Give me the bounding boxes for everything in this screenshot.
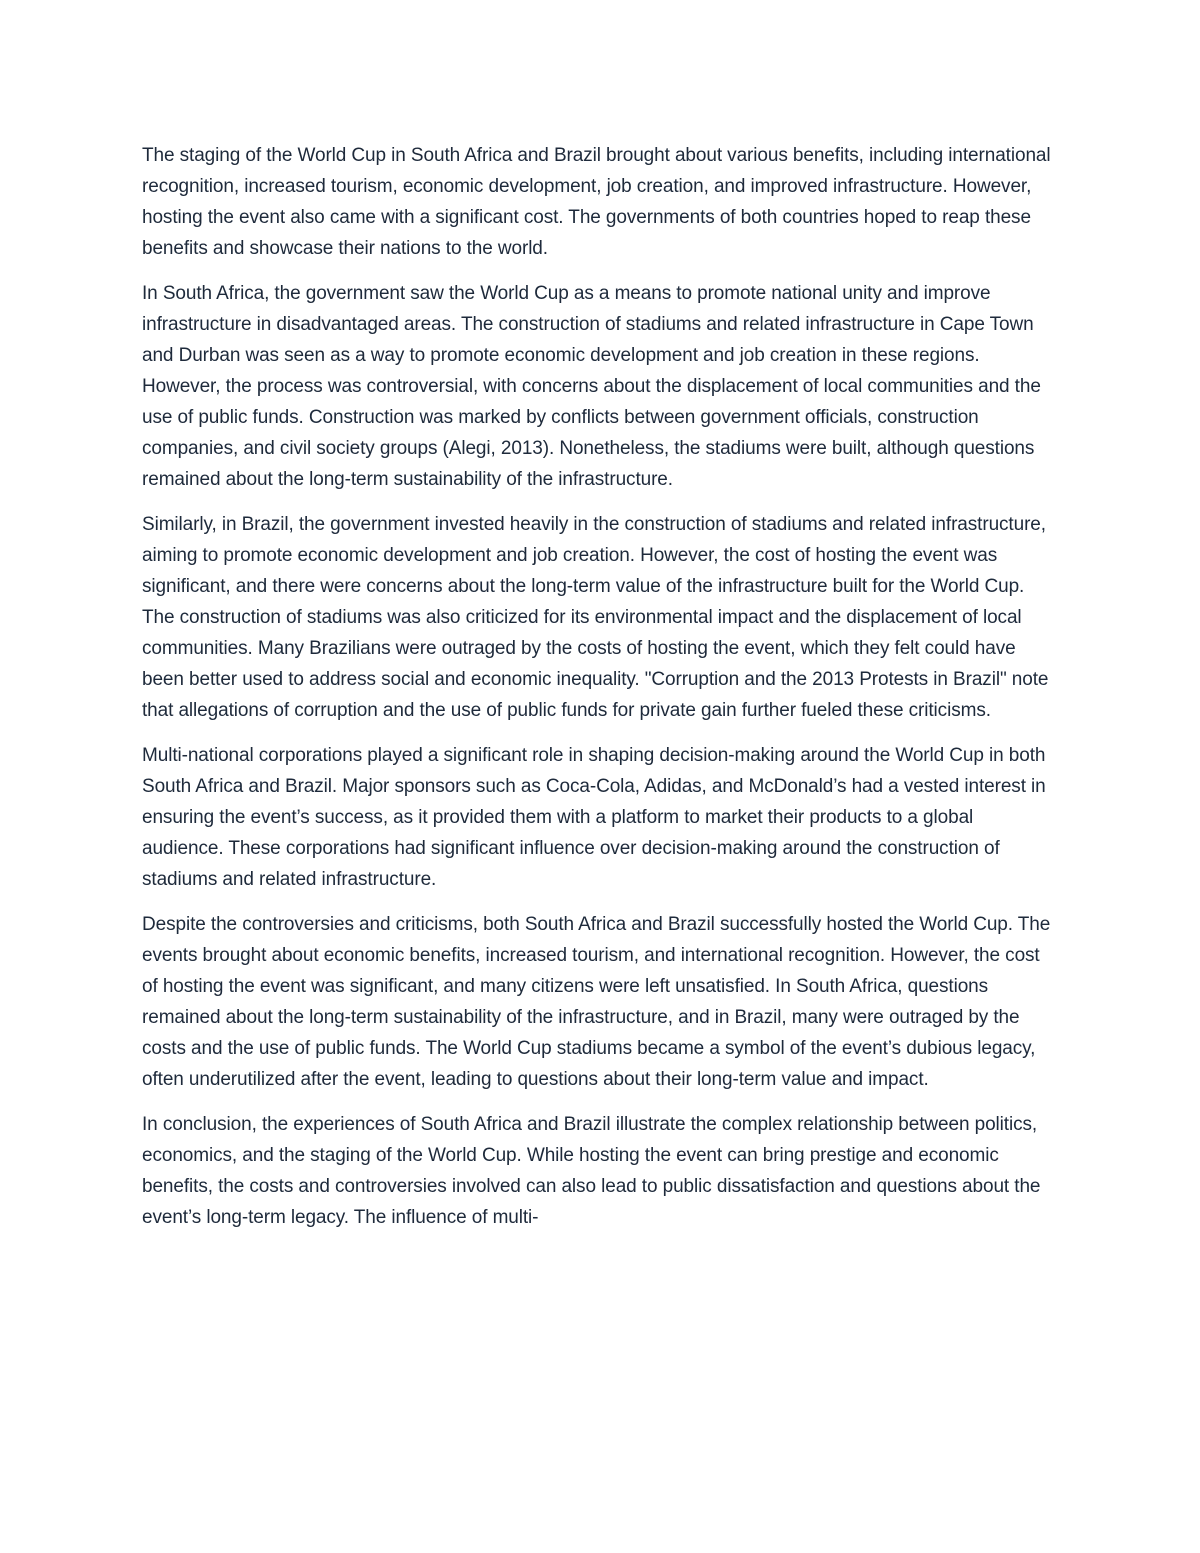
paragraph-3: Similarly, in Brazil, the government invested heavily in the construction of stadiums and related infrastructure, aiming to promote economic development and job creation. However, the cost of hosting the event was significant, and there were concerns about the long-term value of the infrastructure built for the World Cup. The construction of stadiums was also criticized for its environmental impact and the displacement of local communities. Many Brazilians were outraged by the costs of hosting the event, which they felt could have been better used to address social and economic inequality. "Corruption and the 2013 Protests in Brazil" note that allegations of corruption and the use of public funds for private gain further fueled these criticisms. (142, 514, 1049, 721)
paragraph-1: The staging of the World Cup in South Africa and Brazil brought about various benefits, including international recognition, increased tourism, economic development, job creation, and improved infrastructure. However, hosting the event also came with a significant cost. The governments of both countries hoped to reap these benefits and showcase their nations to the world. (142, 145, 1051, 259)
paragraph-6: In conclusion, the experiences of South Africa and Brazil illustrate the complex relationship between politics, economics, and the staging of the World Cup. While hosting the event can bring prestige and economic benefits, the costs and controversies involved can also lead to public dissatisfaction and questions about the event’s long-term legacy. The influence of multi- (142, 1114, 1041, 1228)
paragraph-2: In South Africa, the government saw the World Cup as a means to promote national unity and improve infrastructure in disadvantaged areas. The construction of stadiums and related infrastructure in Cape Town and Durban was seen as a way to promote economic development and job creation in these regions. However, the process was controversial, with concerns about the displacement of local communities and the use of public funds. Construction was marked by conflicts between government officials, construction companies, and civil society groups (Alegi, 2013). Nonetheless, the stadiums were built, although questions remained about the long-term sustainability of the infrastructure. (142, 283, 1041, 490)
document-body (142, 140, 1057, 1247)
paragraph-5: Despite the controversies and criticisms, both South Africa and Brazil successfully hosted the World Cup. The events brought about economic benefits, increased tourism, and international recognition. However, the cost of hosting the event was significant, and many citizens were left unsatisfied. In South Africa, questions remained about the long-term sustainability of the infrastructure, and in Brazil, many were outraged by the costs and the use of public funds. The World Cup stadiums became a symbol of the event’s dubious legacy, often underutilized after the event, leading to questions about their long-term value and impact. (142, 914, 1051, 1090)
paragraph-4: Multi-national corporations played a significant role in shaping decision-making around the World Cup in both South Africa and Brazil. Major sponsors such as Coca-Cola, Adidas, and McDonald’s had a vested interest in ensuring the event’s success, as it provided them with a platform to market their products to a global audience. These corporations had significant influence over decision-making around the construction of stadiums and related infrastructure. (142, 745, 1046, 890)
